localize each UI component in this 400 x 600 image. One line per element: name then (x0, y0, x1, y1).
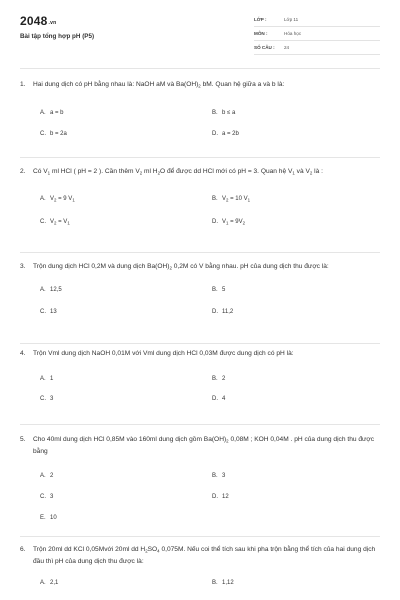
question-4 (20, 348, 382, 402)
option-d[interactable]: D. $V_1 = 9V_2$ (212, 218, 246, 225)
logo-tld: .vn (48, 20, 57, 26)
question-stem: Cho 40ml dung dịch HCl 0,85M vào 160ml dung dịch gồm $Ba(OH)_2$ 0,08M ; KOH 0,04M . pH của dung dịch thu được bằng (33, 436, 375, 455)
question-3 (20, 261, 382, 315)
meta-subject (254, 31, 380, 41)
question-text (20, 261, 382, 273)
option-b[interactable]: B. 3 (212, 473, 226, 479)
divider (20, 343, 380, 344)
option-b[interactable]: B. $V_2 = 10$ $V_1$ (212, 195, 251, 202)
option-e[interactable]: E. 10 (40, 515, 57, 521)
option-c[interactable]: C. 13 (40, 308, 57, 315)
option-b[interactable]: B. b ≤ a (212, 109, 236, 116)
question-number: 5. (20, 436, 26, 443)
meta-value: Hóa học (284, 31, 302, 36)
option-a[interactable]: A. a = b (40, 109, 64, 116)
page-title: Bài tập tổng hợp pH (P5) (20, 33, 95, 40)
question-2 (20, 166, 382, 225)
question-1 (20, 79, 382, 137)
meta-question-count (254, 45, 380, 55)
option-b[interactable]: B. 1,12 (212, 580, 234, 586)
question-stem: Có $V_1$ ml HCl ( pH = 2 ). Cần thêm $V_2$ ml $H_2O$ để được dd HCl mới có pH = 3. Quan hệ $V_1$ và $V_2$ là : (33, 168, 323, 176)
option-d[interactable]: D. 12 (212, 494, 229, 500)
option-c[interactable]: C. 3 (40, 494, 54, 500)
option-a[interactable]: A. 12,5 (40, 286, 62, 293)
question-number: 2. (20, 168, 26, 175)
question-number: 4. (20, 350, 26, 357)
site-logo[interactable] (20, 14, 56, 28)
question-text (20, 434, 382, 457)
question-text (20, 544, 382, 567)
question-number: 1. (20, 81, 26, 88)
option-a[interactable]: A. 1 (40, 375, 54, 382)
question-stem: Trộn dung dịch HCl 0,2M và dung dịch $Ba(OH)_2$ 0,2M có V bằng nhau. pH của dung dịch thu được là: (33, 263, 329, 271)
divider (20, 68, 380, 69)
question-5 (20, 434, 382, 521)
question-number: 6. (20, 546, 26, 553)
option-d[interactable]: D. a = 2b (212, 130, 239, 137)
option-b[interactable]: B. 2 (212, 375, 226, 382)
meta-value: 24 (284, 45, 290, 50)
question-stem: Hai dung dịch có pH bằng nhau là: NaOH aM và $Ba(OH)_2$ bM. Quan hệ giữa a và b là: (33, 81, 285, 89)
divider (20, 157, 380, 158)
question-text (20, 348, 382, 360)
meta-class (254, 17, 380, 27)
logo-main: 2048 (20, 14, 48, 28)
option-a[interactable]: A. $V_2 = 9$ $V_1$ (40, 195, 75, 202)
divider (20, 252, 380, 253)
question-number: 3. (20, 263, 26, 270)
question-6 (20, 544, 382, 586)
option-a[interactable]: A. 2 (40, 473, 54, 479)
divider (20, 536, 380, 537)
meta-label: LỚP : (254, 17, 267, 22)
option-b[interactable]: B. 5 (212, 286, 226, 293)
divider (20, 424, 380, 425)
option-a[interactable]: A. 2,1 (40, 580, 59, 586)
option-c[interactable]: C. $V_2 = V_1$ (40, 218, 70, 225)
option-d[interactable]: D. 11,2 (212, 308, 234, 315)
meta-value: Lớp 11 (284, 17, 299, 22)
option-d[interactable]: D. 4 (212, 395, 226, 402)
meta-label: SỐ CÂU : (254, 45, 275, 50)
question-text (20, 79, 382, 91)
option-c[interactable]: C. 3 (40, 395, 54, 402)
document-header (0, 0, 400, 64)
question-text (20, 166, 382, 178)
question-stem: Trộn 20ml dd KCl 0,05Mvới 20ml dd $H_2SO_4$ 0,075M. Nếu coi thể tích sau khi pha trộn bằng thể tích của hai dung dịch đầu thì pH của dung dịch thu được là: (33, 546, 376, 565)
option-c[interactable]: C. b = 2a (40, 130, 67, 137)
question-stem: Trộn Vml dung dịch NaOH 0,01M với Vml dung dịch HCl 0,03M được dung dịch có pH là: (33, 350, 294, 357)
meta-label: MÔN : (254, 31, 268, 36)
